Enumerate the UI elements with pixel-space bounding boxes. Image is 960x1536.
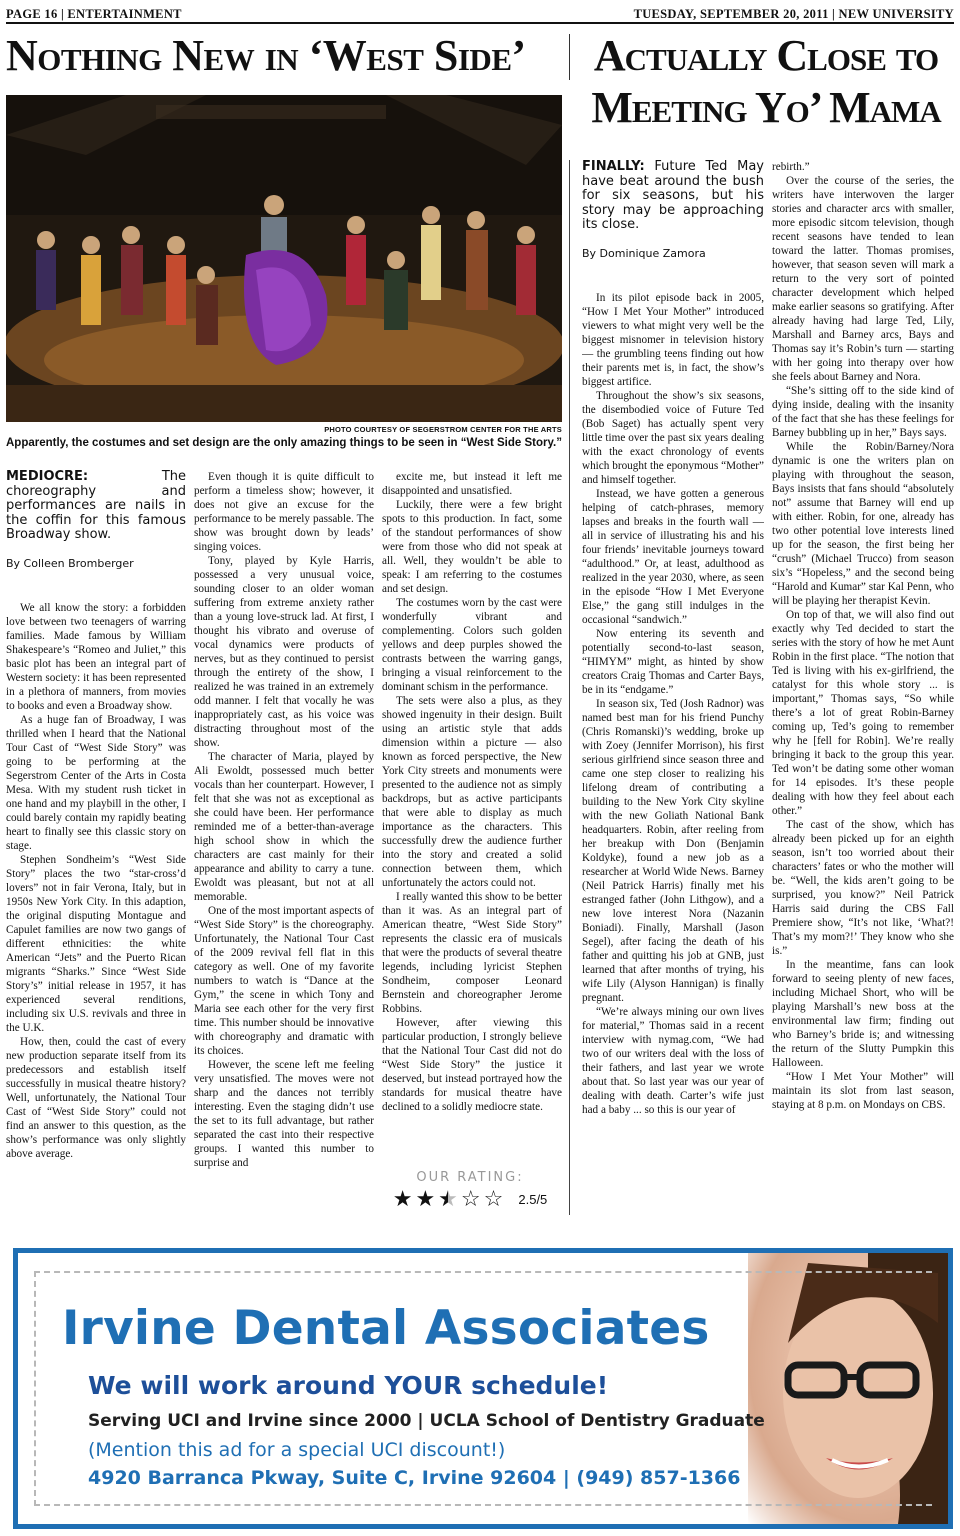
article1-headline: Nothing New in ‘West Side’ bbox=[6, 31, 526, 80]
article1-deck bbox=[6, 470, 186, 543]
paragraph: As a huge fan of Broadway, I was thrilled when I heard that the National Tour Cast of “West Side Story” was going to be performing at the Segerstrom Center of the Arts in Costa Mesa. With my student rush ticket in one hand and my playbill in the other, I could barely contain my rapidly beating heart to finally see this classic story on stage. bbox=[6, 713, 186, 852]
rating-score: 2.5/5 bbox=[518, 1192, 548, 1207]
paragraph: However, the scene left me feeling very unsatisfied. The moves were not sharp and the dances not terribly interesting. Even the staging didn’t use the set to its full advantage, but rather separated the cast into their respective groups. I wanted this number to surprise and bbox=[194, 1059, 374, 1169]
star-empty-icon: ☆ bbox=[460, 1187, 481, 1212]
column-divider bbox=[569, 160, 570, 1215]
paragraph: The sets were also a plus, as they showed ingenuity in their design. Built using an artistic style that adds dimension within a picture — also known as forced perspective, the New York City streets and monuments were presented to the audience not as simply backdrops, but as active participants that were able to display as much importance as the characters. This successfully drew the audience further into the story and created a solid connection between them, which unfortunately the actors could not. bbox=[382, 695, 562, 889]
paragraph: The costumes worn by the cast were wonderfully vibrant and complementing. Colors such golden yellows and deep purples showed the contrasts between the warring gangs, bringing a visual reinforcement to the dominant schism in the performance. bbox=[382, 597, 562, 693]
paragraph: In the meantime, fans can look forward to seeing plenty of new faces, including Michael Short, who will be playing Marshall’s new boss at the environmental law firm; finding out who Barney’s bride is; and witnessing the return of the Slutty Pumpkin this Halloween. bbox=[772, 959, 954, 1069]
stage-photo bbox=[6, 95, 562, 422]
paragraph: Instead, we have gotten a generous helping of catch-phrases, memory lapses and breaks in the fourth wall — all in service of illustrating his and his four friends’ inevitable journeys toward “adulthood.” Or, at least, adulthood as realized in the year 2030, where, as seen in the episode “How I Met Everyone Else,” the gang still indulges in the occasional “sandwich.” bbox=[582, 487, 764, 626]
paragraph: We all know the story: a forbidden love between two teenagers of warring families. Made famous by William Shakespeare’s “Romeo and Juliet,” this basic plot has been an integral part of Western society: it has been represented in a plethora of manners, from movies to books and even a Broadway show. bbox=[6, 601, 186, 712]
paragraph: The cast of the show, which has already been picked up for an eighth season, isn’t too worried about their characters’ fates or who the mother will be. “Well, the kids aren’t going to be surprised, you know?” Neil Patrick Harris said during the CBS Fall Premiere show, “It’s not like, ‘What?! That’s my mom?!’ They know who she is.” bbox=[772, 819, 954, 957]
paragraph: The character of Maria, played by Ali Ewoldt, possessed much better vocals than her counterpart. However, I felt that she was not as exceptional as she could have been. Her performance reminded me of a better-than-average high school show in which the characters are cast mainly for their appearance and ability to carry a tune. Ewoldt was pleasant, but not at all memorable. bbox=[194, 751, 374, 903]
stage-photo-illustration bbox=[6, 95, 562, 422]
paragraph: Tony, played by Kyle Harris, possessed a very unusual voice, sounding closer to an older woman suffering from extreme anxiety rather than a young love-struck lad. At first, I thought his vibrato and overuse of vocal dynamics were products of nerves, but as they continued to persist through the entirety of the show, I realized he was trained in an extremely odd manner. I felt that vocally he was inappropriately cast, as his voice was distracting throughout most of the show. bbox=[194, 555, 374, 749]
paragraph: Throughout the show’s six seasons, the disembodied voice of Future Ted (Bob Saget) has actually spent very little time over the past six years dealing with the exact chronology of events which brought the eponymous “Mother” and himself together. bbox=[582, 389, 764, 486]
article1-deck-lead: MEDIOCRE: bbox=[6, 470, 89, 484]
star-half-icon: ★ bbox=[438, 1187, 458, 1212]
article1-column-2 bbox=[194, 470, 374, 1215]
photo-credit: PHOTO COURTESY OF SEGERSTROM CENTER FOR THE ARTS bbox=[324, 425, 562, 434]
article2-headline: Actually Close to Meeting Yo’ Mama bbox=[591, 31, 941, 132]
star-full-icon: ★ bbox=[392, 1187, 413, 1212]
paragraph: rebirth.” bbox=[772, 161, 810, 173]
paragraph: Luckily, there were a few bright spots to this production. In fact, some of the standout performances of show were from those who did not speak at all. Well, they wouldn’t be able to speak: I am referring to the costumes and set design. bbox=[382, 499, 562, 595]
page-section-label: PAGE 16 | ENTERTAINMENT bbox=[6, 7, 182, 21]
paragraph: “We’re always mining our own lives for material,” Thomas said in a recent interview with nymag.com, “We had two of our writers deal with the loss of their fathers, and last year we wrote about that. So last year was our year of dealing with death. Carter’s wife just had a baby ... so this is our year of bbox=[582, 1005, 764, 1116]
paragraph: On top of that, we will also find out exactly why Ted decided to start the series with the story of how he met Aunt Robin in the first place. “The notion that Ted is living with his ex-girlfriend, the catalyst for this whole story ... is important,” Thomas says, “So while there’s a lot of great Robin-Barney coming up, Ted’s going to remember why he [fell for Robin]. We’re really bringing it back to the group this year. Ted won’t be dating some other woman for 14 episodes. It’s these people dealing with how they feel about each other.” bbox=[772, 609, 954, 817]
article2-column-1 bbox=[582, 160, 764, 1215]
masthead bbox=[6, 4, 954, 24]
paragraph: In season six, Ted (Josh Radnor) was named best man for his friend Punchy (Chris Romanski)’s wedding, broke up with Zoey (Jennifer Morrison), his first serious girlfriend since season three and came one step closer to realizing his lifelong dream of contributing a building to the New York City skyline with the new Goliath National Bank headquarters. Robin, after reeling from her breakup with Don (Benjamin Koldyke), found a new job as a researcher at World Wide News. Barney (Neil Patrick Harris) finally met his estranged father (John Lithgow), and a new love interest Nora (Nazanin Boniadi). Finally, Marshall (Jason Segel), after facing the death of his father and quitting his job at GNB, just learned that after months of trying, his wife Lily (Alyson Hannigan) is finally pregnant. bbox=[582, 697, 764, 1004]
paragraph: However, after viewing this particular production, I strongly believe that the National Tour Cast did not do “West Side Story” the justice it deserved, but instead portrayed how the standards for musical theatre have declined to a solidly mediocre state. bbox=[382, 1017, 562, 1113]
paragraph: Stephen Sondheim’s “West Side Story” places the two “star-cross’d lovers” not in fair Verona, Italy, but in 1950s New York City. In this adaption, the original disputing Montague and Capulet families are now two gangs of different ethnicities: the white American “Jets” and the Puerto Rican migrants “Sharks.” Since “West Side Story’s” initial release in 1957, it has experienced several renditions, including six U.S. revivals and three in the U.K. bbox=[6, 853, 186, 1034]
star-empty-icon: ☆ bbox=[483, 1187, 504, 1212]
article2-byline: By Dominique Zamora bbox=[582, 246, 706, 260]
ad-credentials: Serving UCI and Irvine since 2000 | UCLA School of Dentistry Graduate bbox=[88, 1411, 765, 1431]
paragraph: In its pilot episode back in 2005, “How I Met Your Mother” introduced viewers to what might very well be the biggest misnomer in television history — the grumbling teens finding out how their parents met is, in fact, the show’s biggest artifice. bbox=[582, 291, 764, 388]
article2-deck bbox=[582, 160, 764, 233]
ad-tagline: We will work around YOUR schedule! bbox=[88, 1371, 609, 1400]
ad-panel bbox=[18, 1253, 948, 1524]
paragraph: excite me, but instead it left me disappointed and unsatisfied. bbox=[382, 471, 562, 497]
rating-stars bbox=[382, 1187, 558, 1212]
ad-title: Irvine Dental Associates bbox=[62, 1301, 710, 1356]
headline-divider bbox=[569, 34, 570, 80]
article2-deck-lead: FINALLY: bbox=[582, 160, 645, 174]
article2-column-2 bbox=[772, 160, 954, 1215]
paragraph: I really wanted this show to be better than it was. As an integral part of American theatre, “West Side Story” represents the classic era of musicals that were the products of several theatre legends, including lyricist Stephen Sondheim, composer Leonard Bernstein and choreographer Jerome Robbins. bbox=[382, 891, 562, 1015]
article1-deck-text: The choreography and performances are nails in the coffin for this famous Broadway show. bbox=[6, 470, 186, 543]
article2-deck-text: Future Ted May have beat around the bush for six seasons, but his story may be approaching its close. bbox=[582, 160, 764, 233]
paragraph: While the Robin/Barney/Nora dynamic is one the writers plan on playing with throughout the season, Bays insists that fans should “absolutely not” assume that Barney will end up with either. Robin, for one, already has two other potential love interests lined up for the season, the first being her “crush” (Michael Trucco) from season six’s “Hopeless,” and the second being “Harold and Kumar” star Kal Penn, who will be playing her therapist Kevin. bbox=[772, 441, 954, 607]
ad-address-phone: 4920 Barranca Pkway, Suite C, Irvine 92604 | (949) 857-1366 bbox=[88, 1467, 741, 1489]
paragraph: “How I Met Your Mother” will maintain its slot from last season, staying at 8 p.m. on Mondays on CBS. bbox=[772, 1071, 954, 1111]
article1-column-3 bbox=[382, 470, 562, 1165]
dental-advertisement bbox=[13, 1248, 953, 1529]
paragraph: Over the course of the series, the writers have interwoven the larger stories and character arcs with smaller, more episodic sitcom television, though recent seasons have tended to lean toward the latter. Thomas promises, however, that season seven will mark a return to the very sort of pointed character development which helped make earlier seasons so gratifying. After already having had large Ted, Lily, Marshall and Barney arcs, Bays and Thomas say it’s Robin’s turn — starting with her going into therapy over how she feels about Barney and Nora. bbox=[772, 175, 954, 383]
issue-date-label: TUESDAY, SEPTEMBER 20, 2011 | NEW UNIVERSITY bbox=[633, 7, 954, 21]
paragraph: How, then, could the cast of every new production separate itself from its predecessors and establish itself successfully in musical theatre history? Well, unfortunately, the National Tour Cast of “West Side Story” could not find an answer to this question, as the show’s performance was only slightly above average. bbox=[6, 1035, 186, 1160]
rating-box bbox=[382, 1170, 558, 1212]
paragraph: One of the most important aspects of “West Side Story” is the choreography. Unfortunately, the National Tour Cast of the 2009 revival fell flat in this category as well. One of my favorite numbers to watch is “Dance at the Gym,” the scene in which Tony and Maria see each other for the very first time. This number should be innovative with choreography and dramatic with its choices. bbox=[194, 905, 374, 1057]
paragraph: “She’s sitting off to the side kind of dying inside, dealing with the insanity of the fact that she has these feelings for Barney bubbling up in her,” Bays says. bbox=[772, 385, 954, 439]
paragraph: Now entering its seventh and potentially second-to-last season, “HIMYM” might, as hinted by show creators Craig Thomas and Carter Bays, be in its “endgame.” bbox=[582, 627, 764, 696]
rating-label: OUR RATING: bbox=[416, 1170, 524, 1185]
star-full-icon: ★ bbox=[415, 1187, 436, 1212]
article1-byline: By Colleen Bromberger bbox=[6, 556, 134, 570]
paragraph: Even though it is quite difficult to perform a timeless show; however, it does not give an excuse for the performance to be merely passable. The show was brought down by leads’ singing voices. bbox=[194, 471, 374, 553]
ad-discount: (Mention this ad for a special UCI discount!) bbox=[88, 1439, 506, 1461]
article1-column-1 bbox=[6, 470, 186, 1215]
photo-caption: Apparently, the costumes and set design are the only amazing things to be seen in “West Side Story.” bbox=[6, 437, 562, 449]
